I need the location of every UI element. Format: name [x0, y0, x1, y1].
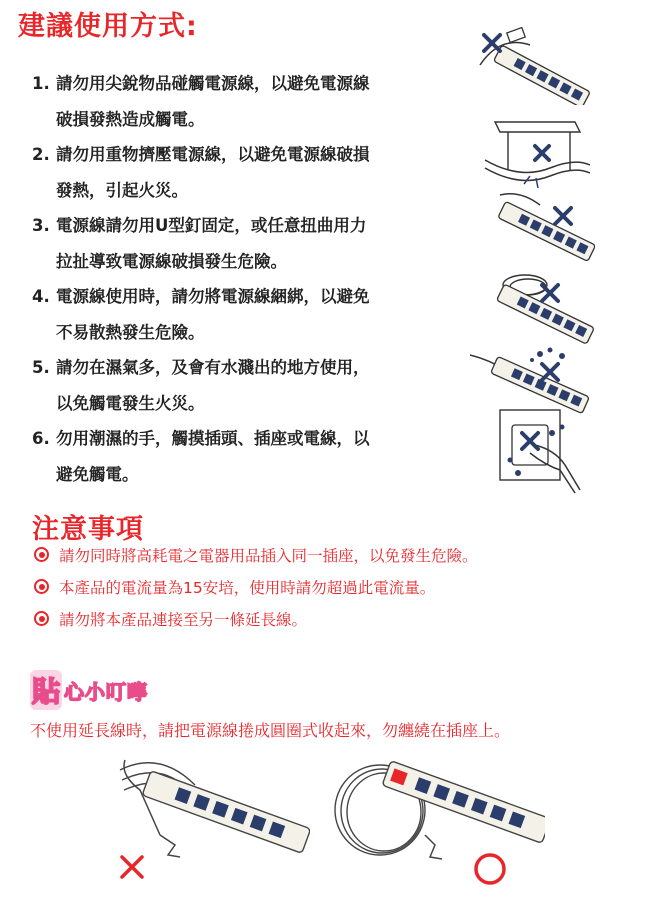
- rule-item: [32, 421, 370, 493]
- section-title-notes: 注意事項: [32, 514, 144, 545]
- rule-text-cont: 拉扯導致電源線破損發生危險。: [56, 252, 287, 271]
- tip-logo-text: 心小叮嚀: [64, 679, 149, 704]
- wrong-mark-icon: [122, 857, 142, 877]
- illustration-sharp-object: [470, 25, 590, 105]
- illustration-wet-hand: [490, 405, 585, 495]
- rule-text-cont: 不易散熱發生危險。: [56, 323, 205, 342]
- x-mark-icon: [555, 208, 571, 224]
- rule-text: 請勿用重物擠壓電源線，以避免電源線破損: [56, 145, 370, 164]
- rule-item: [32, 279, 370, 351]
- note-text: 請勿同時將高耗電之電器用品插入同一插座，以免發生危險。: [59, 547, 478, 565]
- note-text: 本產品的電流量為15安培，使用時請勿超過此電流量。: [59, 579, 436, 597]
- illustration-tied-cord: [480, 265, 595, 350]
- rule-item: [32, 66, 370, 138]
- bullet-icon: [34, 611, 49, 626]
- rule-number: 1.: [32, 74, 50, 93]
- rule-text-cont: 發熱，引起火災。: [56, 181, 188, 200]
- rule-text: 電源線請勿用U型釘固定，或任意扭曲用力: [56, 216, 367, 235]
- note-item: [34, 575, 435, 601]
- rule-text-cont: 避免觸電。: [56, 465, 139, 484]
- x-mark-icon: [542, 285, 558, 301]
- rule-text: 請勿在濕氣多，及會有水濺出的地方使用，: [56, 358, 370, 377]
- rule-item: [32, 350, 370, 422]
- bullet-icon: [34, 547, 49, 562]
- rule-text-cont: 破損發熱造成觸電。: [56, 110, 205, 129]
- note-item: [34, 607, 307, 633]
- tip-logo-char: 貼: [30, 670, 62, 710]
- illustration-wrong-storage: [100, 745, 310, 895]
- rule-number: 3.: [32, 216, 50, 235]
- rule-text: 電源線使用時，請勿將電源線綑綁，以避免: [56, 287, 370, 306]
- x-mark-icon: [542, 364, 558, 380]
- tip-text: 不使用延長線時，請把電源線捲成圓圈式收起來，勿纏繞在插座上。: [30, 721, 511, 740]
- rule-item: [32, 208, 366, 280]
- illustration-u-nail: [480, 190, 595, 275]
- x-mark-icon: [535, 146, 549, 160]
- section-title-usage: 建議使用方式:: [18, 11, 198, 42]
- tip-logo: [30, 670, 148, 710]
- illustration-correct-storage: [330, 745, 545, 895]
- x-mark-icon: [484, 35, 500, 51]
- rule-number: 2.: [32, 145, 50, 164]
- rule-item: [32, 137, 370, 209]
- rule-text: 請勿用尖銳物品碰觸電源線，以避免電源線: [56, 74, 370, 93]
- note-item: [34, 543, 478, 569]
- bullet-icon: [34, 579, 49, 594]
- correct-mark-icon: [476, 855, 504, 883]
- rule-number: 5.: [32, 358, 50, 377]
- rule-text-cont: 以免觸電發生火災。: [56, 394, 205, 413]
- rule-text: 勿用潮濕的手，觸摸插頭、插座或電線，以: [56, 429, 370, 448]
- rule-number: 6.: [32, 429, 50, 448]
- note-text: 請勿將本產品連接至另一條延長線。: [59, 611, 308, 629]
- illustration-heavy-object: [480, 110, 590, 190]
- rule-number: 4.: [32, 287, 50, 306]
